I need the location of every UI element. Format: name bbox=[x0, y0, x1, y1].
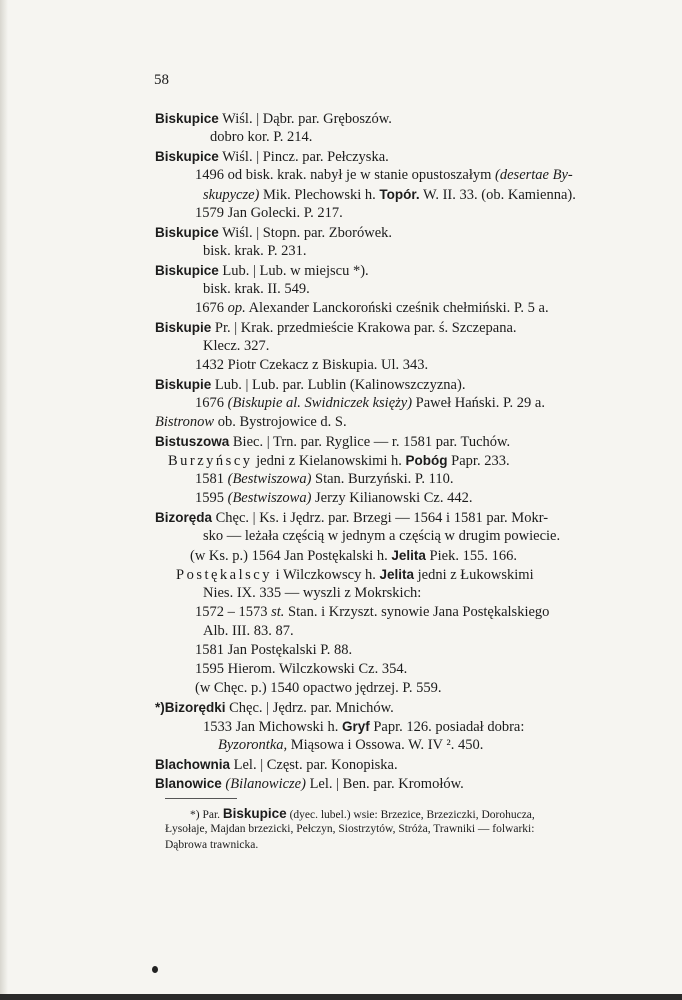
italic-text: skupycze) bbox=[203, 187, 260, 203]
entry-line bbox=[195, 604, 549, 621]
headword: Biskupice bbox=[155, 263, 219, 278]
text-run: i Wilczkowscy h. bbox=[271, 567, 380, 583]
italic-text: (Bestwiszowa) bbox=[227, 471, 312, 487]
footnote-line bbox=[165, 822, 534, 837]
scan-bottom-edge bbox=[0, 994, 682, 1000]
text-run: 1676 bbox=[195, 300, 228, 316]
text-run: Biec. | Trn. par. Ryglice — r. 1581 par. Tuchów. bbox=[229, 434, 511, 450]
bold-text: Biskupice bbox=[222, 806, 287, 821]
text-run: 1676 bbox=[195, 395, 228, 411]
text-run: Papr. 126. posiadał dobra: bbox=[369, 719, 525, 735]
spaced-text: Postękalscy bbox=[176, 567, 272, 583]
entry-line bbox=[168, 452, 510, 470]
entry-line bbox=[203, 243, 307, 260]
entry-line bbox=[155, 699, 394, 717]
headword: Bistuszowa bbox=[155, 434, 230, 449]
footnote-rule bbox=[165, 798, 237, 799]
text-run: Paweł Hański. P. 29 a. bbox=[412, 395, 545, 411]
text-run: ob. Bystrojowice d. S. bbox=[214, 414, 347, 430]
text-run: 1496 od bisk. krak. nabył je w stanie opustoszałym bbox=[195, 167, 496, 183]
entry-line bbox=[195, 167, 573, 184]
text-run: Pr. | Krak. przedmieście Krakowa par. ś. Szczepana. bbox=[211, 320, 517, 336]
entry-line bbox=[155, 509, 548, 527]
entry-line bbox=[195, 205, 343, 222]
headword: Biskupice bbox=[155, 225, 219, 240]
footnote-line bbox=[165, 838, 258, 853]
entry-line bbox=[195, 490, 473, 507]
text-run: Lel. | Ben. par. Kromołów. bbox=[305, 776, 464, 792]
scan-speck bbox=[152, 966, 158, 973]
italic-text: (Bestwiszowa) bbox=[227, 490, 312, 506]
entry-line bbox=[155, 262, 369, 280]
entry-line bbox=[195, 471, 453, 488]
entry-line bbox=[155, 756, 398, 774]
headword: *)Bizorędki bbox=[155, 700, 226, 715]
text-run: Lub. | Lub. par. Lublin (Kalinowszczyzna). bbox=[211, 377, 466, 393]
text-run: 1581 bbox=[195, 471, 228, 487]
bold-text: Jelita bbox=[379, 567, 414, 582]
scan-edge bbox=[0, 0, 8, 1000]
text-run: Papr. 233. bbox=[447, 453, 510, 469]
text-run: Chęc. | Jędrz. par. Mnichów. bbox=[225, 700, 394, 716]
entry-line bbox=[155, 110, 392, 128]
text-run: sko — leżała częścią w jednym a częścią w drugim powiecie. bbox=[203, 528, 561, 544]
entry-line bbox=[190, 547, 517, 565]
bold-text: Jelita bbox=[391, 548, 426, 563]
text-run: (w Chęc. p.) 1540 opactwo jędrzej. P. 559. bbox=[195, 680, 442, 696]
text-run: Dąbrowa trawnicka. bbox=[165, 839, 259, 851]
entry-line bbox=[155, 775, 464, 793]
headword: Bizoręda bbox=[155, 510, 213, 525]
text-run: 1579 Jan Golecki. P. 217. bbox=[195, 205, 343, 221]
bold-text: Gryf bbox=[341, 719, 370, 734]
text-run: Wiśl. | Dąbr. par. Gręboszów. bbox=[218, 111, 392, 127]
text-run: Nies. IX. 335 — wyszli z Mokrskich: bbox=[203, 585, 422, 601]
entry-line bbox=[210, 129, 312, 146]
italic-text: st. bbox=[271, 604, 285, 620]
text-run: Mik. Plechowski h. bbox=[259, 187, 380, 203]
entry-line bbox=[203, 718, 524, 736]
italic-text: (Biskupie al. Swidniczek księży) bbox=[227, 395, 413, 411]
spaced-text: Burzyńscy bbox=[168, 453, 253, 469]
entry-line bbox=[195, 661, 407, 678]
text-run: Lel. | Częst. par. Konopiska. bbox=[230, 757, 398, 773]
text-run: (w Ks. p.) 1564 Jan Postękalski h. bbox=[190, 548, 392, 564]
page-number: 58 bbox=[154, 72, 169, 88]
footnote-line bbox=[190, 806, 535, 823]
text-run: 1595 Hierom. Wilczkowski Cz. 354. bbox=[195, 661, 408, 677]
text-run: Chęc. | Ks. i Jędrz. par. Brzegi — 1564 i 1581 par. Mokr- bbox=[212, 510, 549, 526]
entry-line bbox=[203, 281, 310, 298]
entry-line bbox=[155, 433, 510, 451]
text-run: 1533 Jan Michowski h. bbox=[203, 719, 342, 735]
text-run: Łysołaje, Majdan brzezicki, Pełczyn, Siostrzytów, Stróża, Trawniki — folwarki: bbox=[165, 823, 535, 835]
text-run: 1572 – 1573 bbox=[195, 604, 272, 620]
text-run: Wiśl. | Pincz. par. Pełczyska. bbox=[218, 149, 389, 165]
text-run: Lub. | Lub. w miejscu *). bbox=[218, 263, 369, 279]
entry-line bbox=[218, 737, 483, 754]
italic-text: Byzorontka, bbox=[218, 737, 288, 753]
entry-line bbox=[195, 357, 428, 374]
italic-text: op. bbox=[227, 300, 246, 316]
text-run: *) Par. bbox=[190, 809, 223, 821]
text-run: dobro kor. P. 214. bbox=[210, 129, 313, 145]
text-run: jedni z Łukowskimi bbox=[413, 567, 534, 583]
text-run: Wiśl. | Stopn. par. Zborówek. bbox=[218, 225, 393, 241]
italic-text: Bistronow bbox=[155, 414, 215, 430]
text-run: W. II. 33. (ob. Kamienna). bbox=[419, 187, 576, 203]
text-run: (dyec. lubel.) wsie: Brzezice, Brzeziczki, Dorohucza, bbox=[286, 809, 535, 821]
entry-line bbox=[155, 376, 465, 394]
headword: Biskupice bbox=[155, 149, 219, 164]
text-run: Jerzy Kilianowski Cz. 442. bbox=[311, 490, 473, 506]
entry-line bbox=[195, 642, 352, 659]
text-run: bisk. krak. P. 231. bbox=[203, 243, 307, 259]
bold-text: Pobóg bbox=[405, 453, 448, 468]
entry-line bbox=[155, 414, 347, 431]
text-run: Stan. i Krzyszt. synowie Jana Postękalskiego bbox=[284, 604, 550, 620]
entry-line bbox=[176, 566, 534, 584]
text-run: bisk. krak. II. 549. bbox=[203, 281, 310, 297]
italic-text: (Bilanowicze) bbox=[225, 776, 306, 792]
headword: Biskupie bbox=[155, 320, 212, 335]
text-run: 1581 Jan Postękalski P. 88. bbox=[195, 642, 353, 658]
bold-text: Topór. bbox=[379, 187, 420, 202]
entry-line bbox=[195, 395, 545, 412]
entry-line bbox=[195, 300, 549, 317]
headword: Biskupie bbox=[155, 377, 212, 392]
entry-line bbox=[195, 680, 441, 697]
headword: Blachownia bbox=[155, 757, 231, 772]
text-run: 1432 Piotr Czekacz z Biskupia. Ul. 343. bbox=[195, 357, 429, 373]
text-run: Piek. 155. 166. bbox=[425, 548, 517, 564]
entry-line bbox=[155, 224, 392, 242]
entry-line bbox=[203, 585, 421, 602]
text-run: Alb. III. 83. 87. bbox=[203, 623, 294, 639]
headword: Blanowice bbox=[155, 776, 222, 791]
italic-text: (desertae By- bbox=[495, 167, 573, 183]
entry-line bbox=[203, 623, 294, 640]
entry-line bbox=[155, 148, 389, 166]
text-run: Alexander Lanckoroński cześnik chełmiński. P. 5 a. bbox=[245, 300, 549, 316]
entry-line bbox=[155, 319, 517, 337]
headword: Biskupice bbox=[155, 111, 219, 126]
text-run: jedni z Kielanowskimi h. bbox=[252, 453, 406, 469]
entry-line bbox=[203, 528, 560, 545]
text-run: Stan. Burzyński. P. 110. bbox=[311, 471, 454, 487]
entry-line bbox=[203, 186, 576, 204]
text-run: Klecz. 327. bbox=[203, 338, 270, 354]
entry-line bbox=[203, 338, 269, 355]
text-run: 1595 bbox=[195, 490, 228, 506]
text-run: Miąsowa i Ossowa. W. IV ². 450. bbox=[287, 737, 484, 753]
